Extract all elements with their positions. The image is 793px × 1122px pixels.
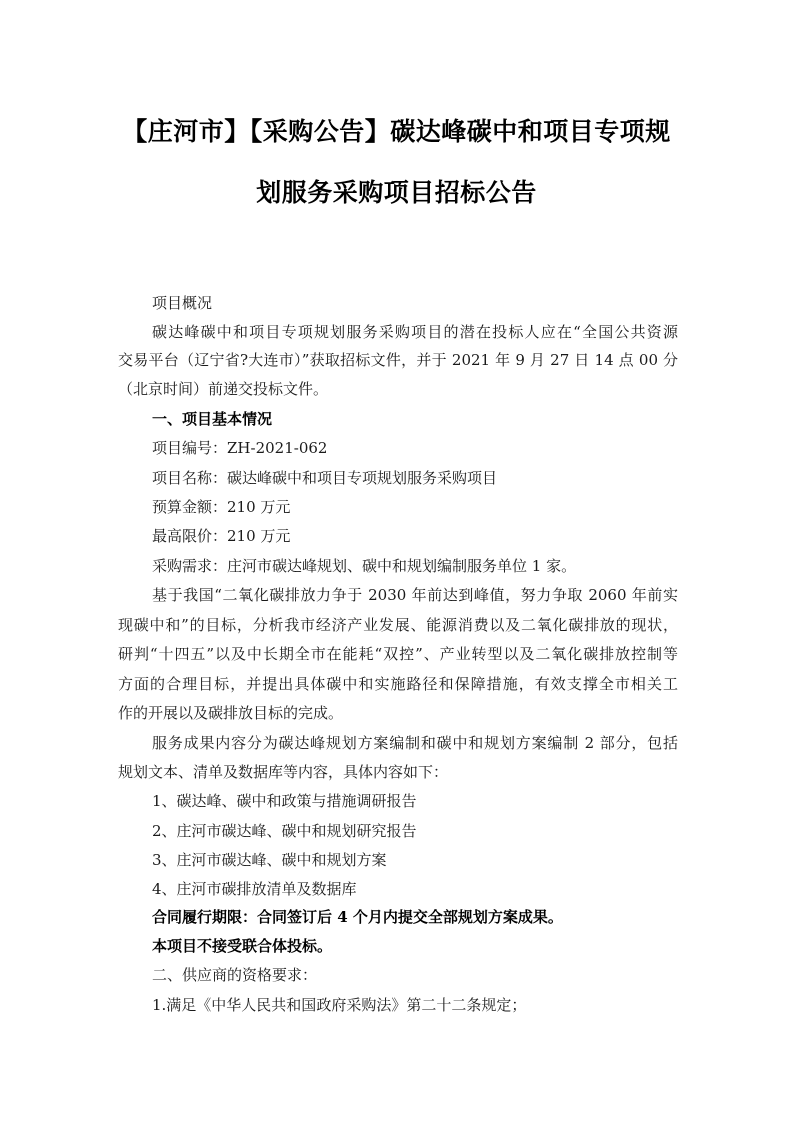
background-line: 基于我国“二氧化碳排放力争于 2030 年前达到峰值，努力争取 2060 年前实: [152, 586, 678, 604]
project-name: 项目名称：碳达峰碳中和项目专项规划服务采购项目: [152, 469, 498, 487]
background-line: 方面的合理目标，并提出具体碳中和实施路径和保障措施，有效支撑全市相关工: [118, 675, 678, 693]
overview-line: 交易平台（辽宁省?大连市）”获取招标文件，并于 2021 年 9 月 27 日 14 点 00 分: [118, 351, 678, 369]
section-2-heading: 二、供应商的资格要求：: [152, 966, 318, 984]
deliverable-item: 4、庄河市碳排放清单及数据库: [152, 880, 357, 898]
deliverable-item: 1、碳达峰、碳中和政策与措施调研报告: [152, 792, 417, 810]
deliverables-line: 服务成果内容分为碳达峰规划方案编制和碳中和规划方案编制 2 部分，包括: [152, 734, 678, 752]
deliverable-item: 3、庄河市碳达峰、碳中和规划方案: [152, 851, 387, 869]
deliverables-line: 规划文本、清单及数据库等内容，具体内容如下：: [118, 763, 449, 781]
background-line: 作的开展以及碳排放目标的完成。: [118, 704, 344, 722]
budget-amount: 预算金额：210 万元: [152, 498, 291, 516]
background-line: 研判“十四五”以及中长期全市在能耗“双控”、产业转型以及二氧化碳排放控制等: [118, 645, 678, 663]
contract-period: 合同履行期限：合同签订后 4 个月内提交全部规划方案成果。: [152, 908, 563, 926]
overview-heading: 项目概况: [152, 294, 213, 312]
procurement-requirement: 采购需求：庄河市碳达峰规划、碳中和规划编制服务单位 1 家。: [152, 557, 577, 575]
background-line: 现碳中和”的目标，分析我市经济产业发展、能源消费以及二氧化碳排放的现状，: [118, 616, 678, 634]
document-title-line-2: 划服务采购项目招标公告: [256, 178, 537, 207]
overview-line: 碳达峰碳中和项目专项规划服务采购项目的潜在投标人应在“全国公共资源: [152, 323, 678, 341]
qualification-item: 1.满足《中华人民共和国政府采购法》第二十二条规定；: [152, 996, 527, 1014]
deliverable-item: 2、庄河市碳达峰、碳中和规划研究报告: [152, 822, 417, 840]
section-1-heading: 一、项目基本情况: [152, 410, 273, 428]
no-consortium-notice: 本项目不接受联合体投标。: [152, 937, 333, 955]
max-price: 最高限价：210 万元: [152, 527, 291, 545]
document-title-line-1: 【庄河市】【采购公告】碳达峰碳中和项目专项规: [122, 117, 671, 146]
overview-line: （北京时间）前递交投标文件。: [118, 380, 329, 398]
project-number: 项目编号：ZH-2021-062: [152, 439, 328, 457]
